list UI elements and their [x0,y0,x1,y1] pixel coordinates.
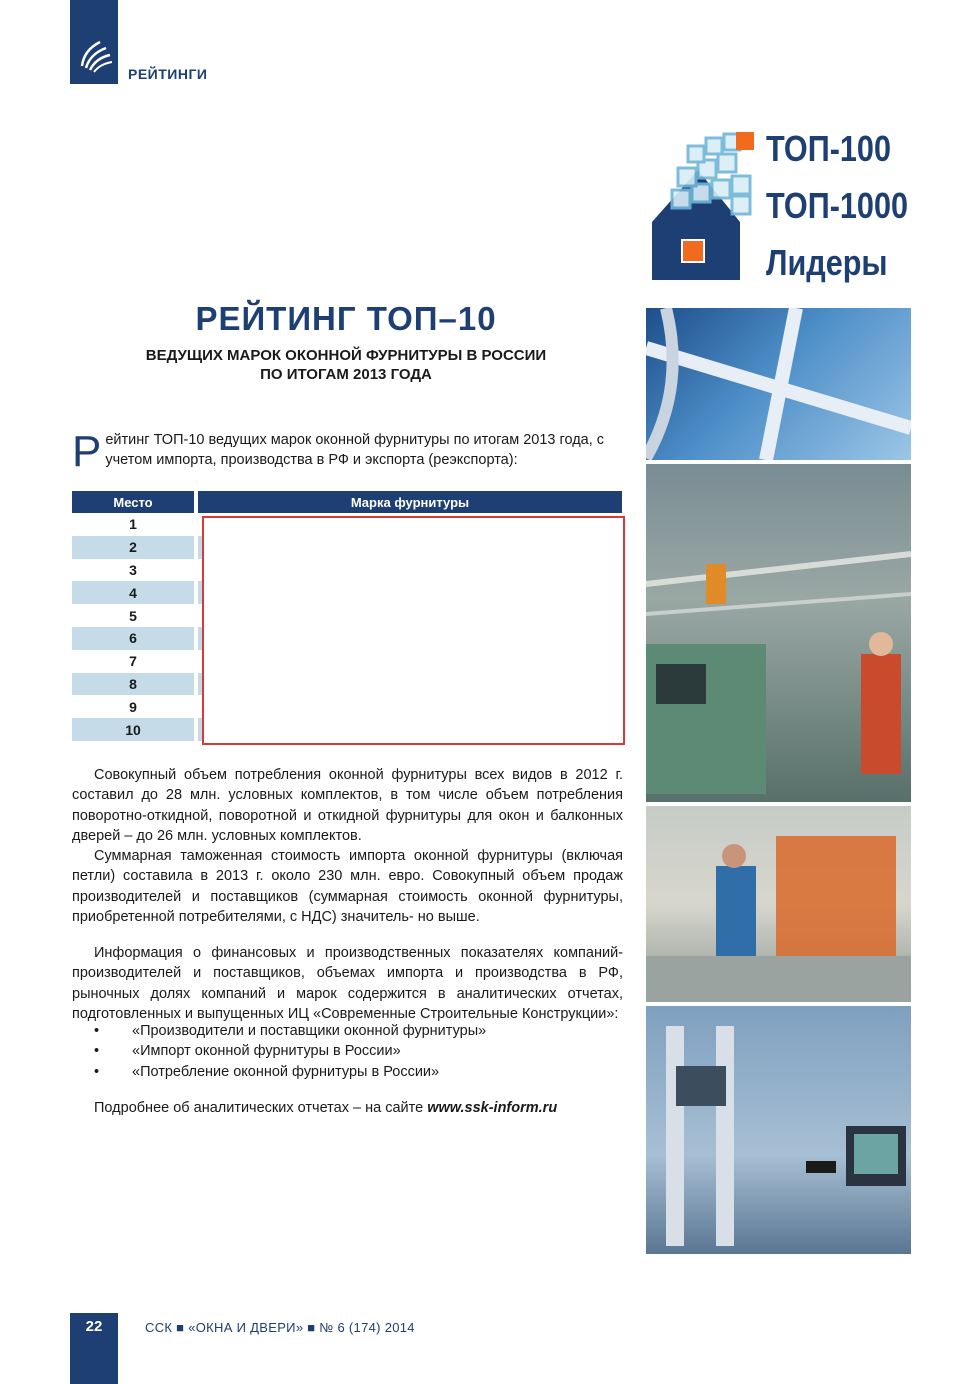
intro-text: ейтинг ТОП-10 ведущих марок оконной фурнитуры по итогам 2013 года, с учетом импорта, производства в РФ и экспорта (реэкспорта): [105,432,605,468]
body-text [72,765,623,927]
photo-testing-machine [646,1006,911,1254]
page-title: РЕЙТИНГ ТОП–10 [195,300,497,337]
intro-paragraph [72,427,627,476]
place-cell: 1 [129,516,137,533]
publisher-logo [70,0,118,84]
list-item: • «Потребление оконной фурнитуры в России» [72,1062,486,1082]
leaders-label: Лидеры [766,242,888,283]
paragraph-consumption: Совокупный объем потребления оконной фурнитуры всех видов в 2012 г. составил до 28 млн. условных комплектов, в том числе объем потребления поворотно-откидной, поворотной и откидной фурнитуры для окон и балконных дверей – до 26 млн. условных комплектов. [72,767,623,844]
photo-factory-line [646,464,911,802]
place-cell: 6 [72,627,194,650]
house-windows-icon [648,130,758,282]
more-info-line [94,1100,557,1116]
drop-cap: Р [72,427,102,476]
place-cell: 8 [72,673,194,696]
page-subtitle [70,346,622,384]
list-item: • «Импорт оконной фурнитуры в России» [72,1041,486,1061]
place-cell: 7 [129,653,137,670]
publication-footer: ССК ■ «ОКНА И ДВЕРИ» ■ № 6 (174) 2014 [145,1320,415,1335]
place-cell: 4 [72,581,194,604]
page-number: 22 [85,1318,103,1335]
place-cell: 9 [129,698,137,715]
top-100-label: ТОП-100 [766,128,891,169]
photo-production-worker [646,806,911,1002]
more-info-text: Подробнее об аналитических отчетах – на сайте [94,1100,428,1116]
table-header-row [72,491,622,513]
paragraph-import: Суммарная таможенная стоимость импорта оконной фурнитуры (включая петли) составила в 2013 г. около 230 млн. евро. Совокупный объем продаж производителей и поставщиков (суммарная стоимость оконной фурнитуры, приобретенной потребителями, с НДС) значитель- но выше. [72,848,623,926]
column-header-brand: Марка фурнитуры [198,491,622,513]
website-link[interactable]: www.ssk-inform.ru [427,1100,558,1116]
redacted-brand-area [202,516,625,745]
swoosh-logo-icon [70,0,118,84]
place-cell: 3 [129,561,137,578]
subtitle-line-1: ВЕДУЩИХ МАРОК ОКОННОЙ ФУРНИТУРЫ В РОССИИ [145,347,547,364]
paragraph-reports-info: Информация о финансовых и производственных показателях компаний-производителей и поставщиков, объемах импорта и производства в РФ, рыночных долях компаний и марок содержится в аналитических отчетах, подготовленных и выпущенных ИЦ «Современные Строительные Конструкции»: [72,945,623,1022]
column-header-place: Место [72,491,194,513]
place-cell: 2 [72,536,194,559]
list-item: • «Производители и поставщики оконной фурнитуры» [72,1021,486,1041]
section-label: РЕЙТИНГИ [128,66,208,82]
subtitle-line-2: ПО ИТОГАМ 2013 ГОДА [260,366,432,383]
reports-list [72,1021,486,1082]
place-cell: 10 [72,718,194,741]
photo-window-frame [646,308,911,460]
top-1000-label: ТОП-1000 [766,185,908,226]
place-cell: 5 [129,607,137,624]
